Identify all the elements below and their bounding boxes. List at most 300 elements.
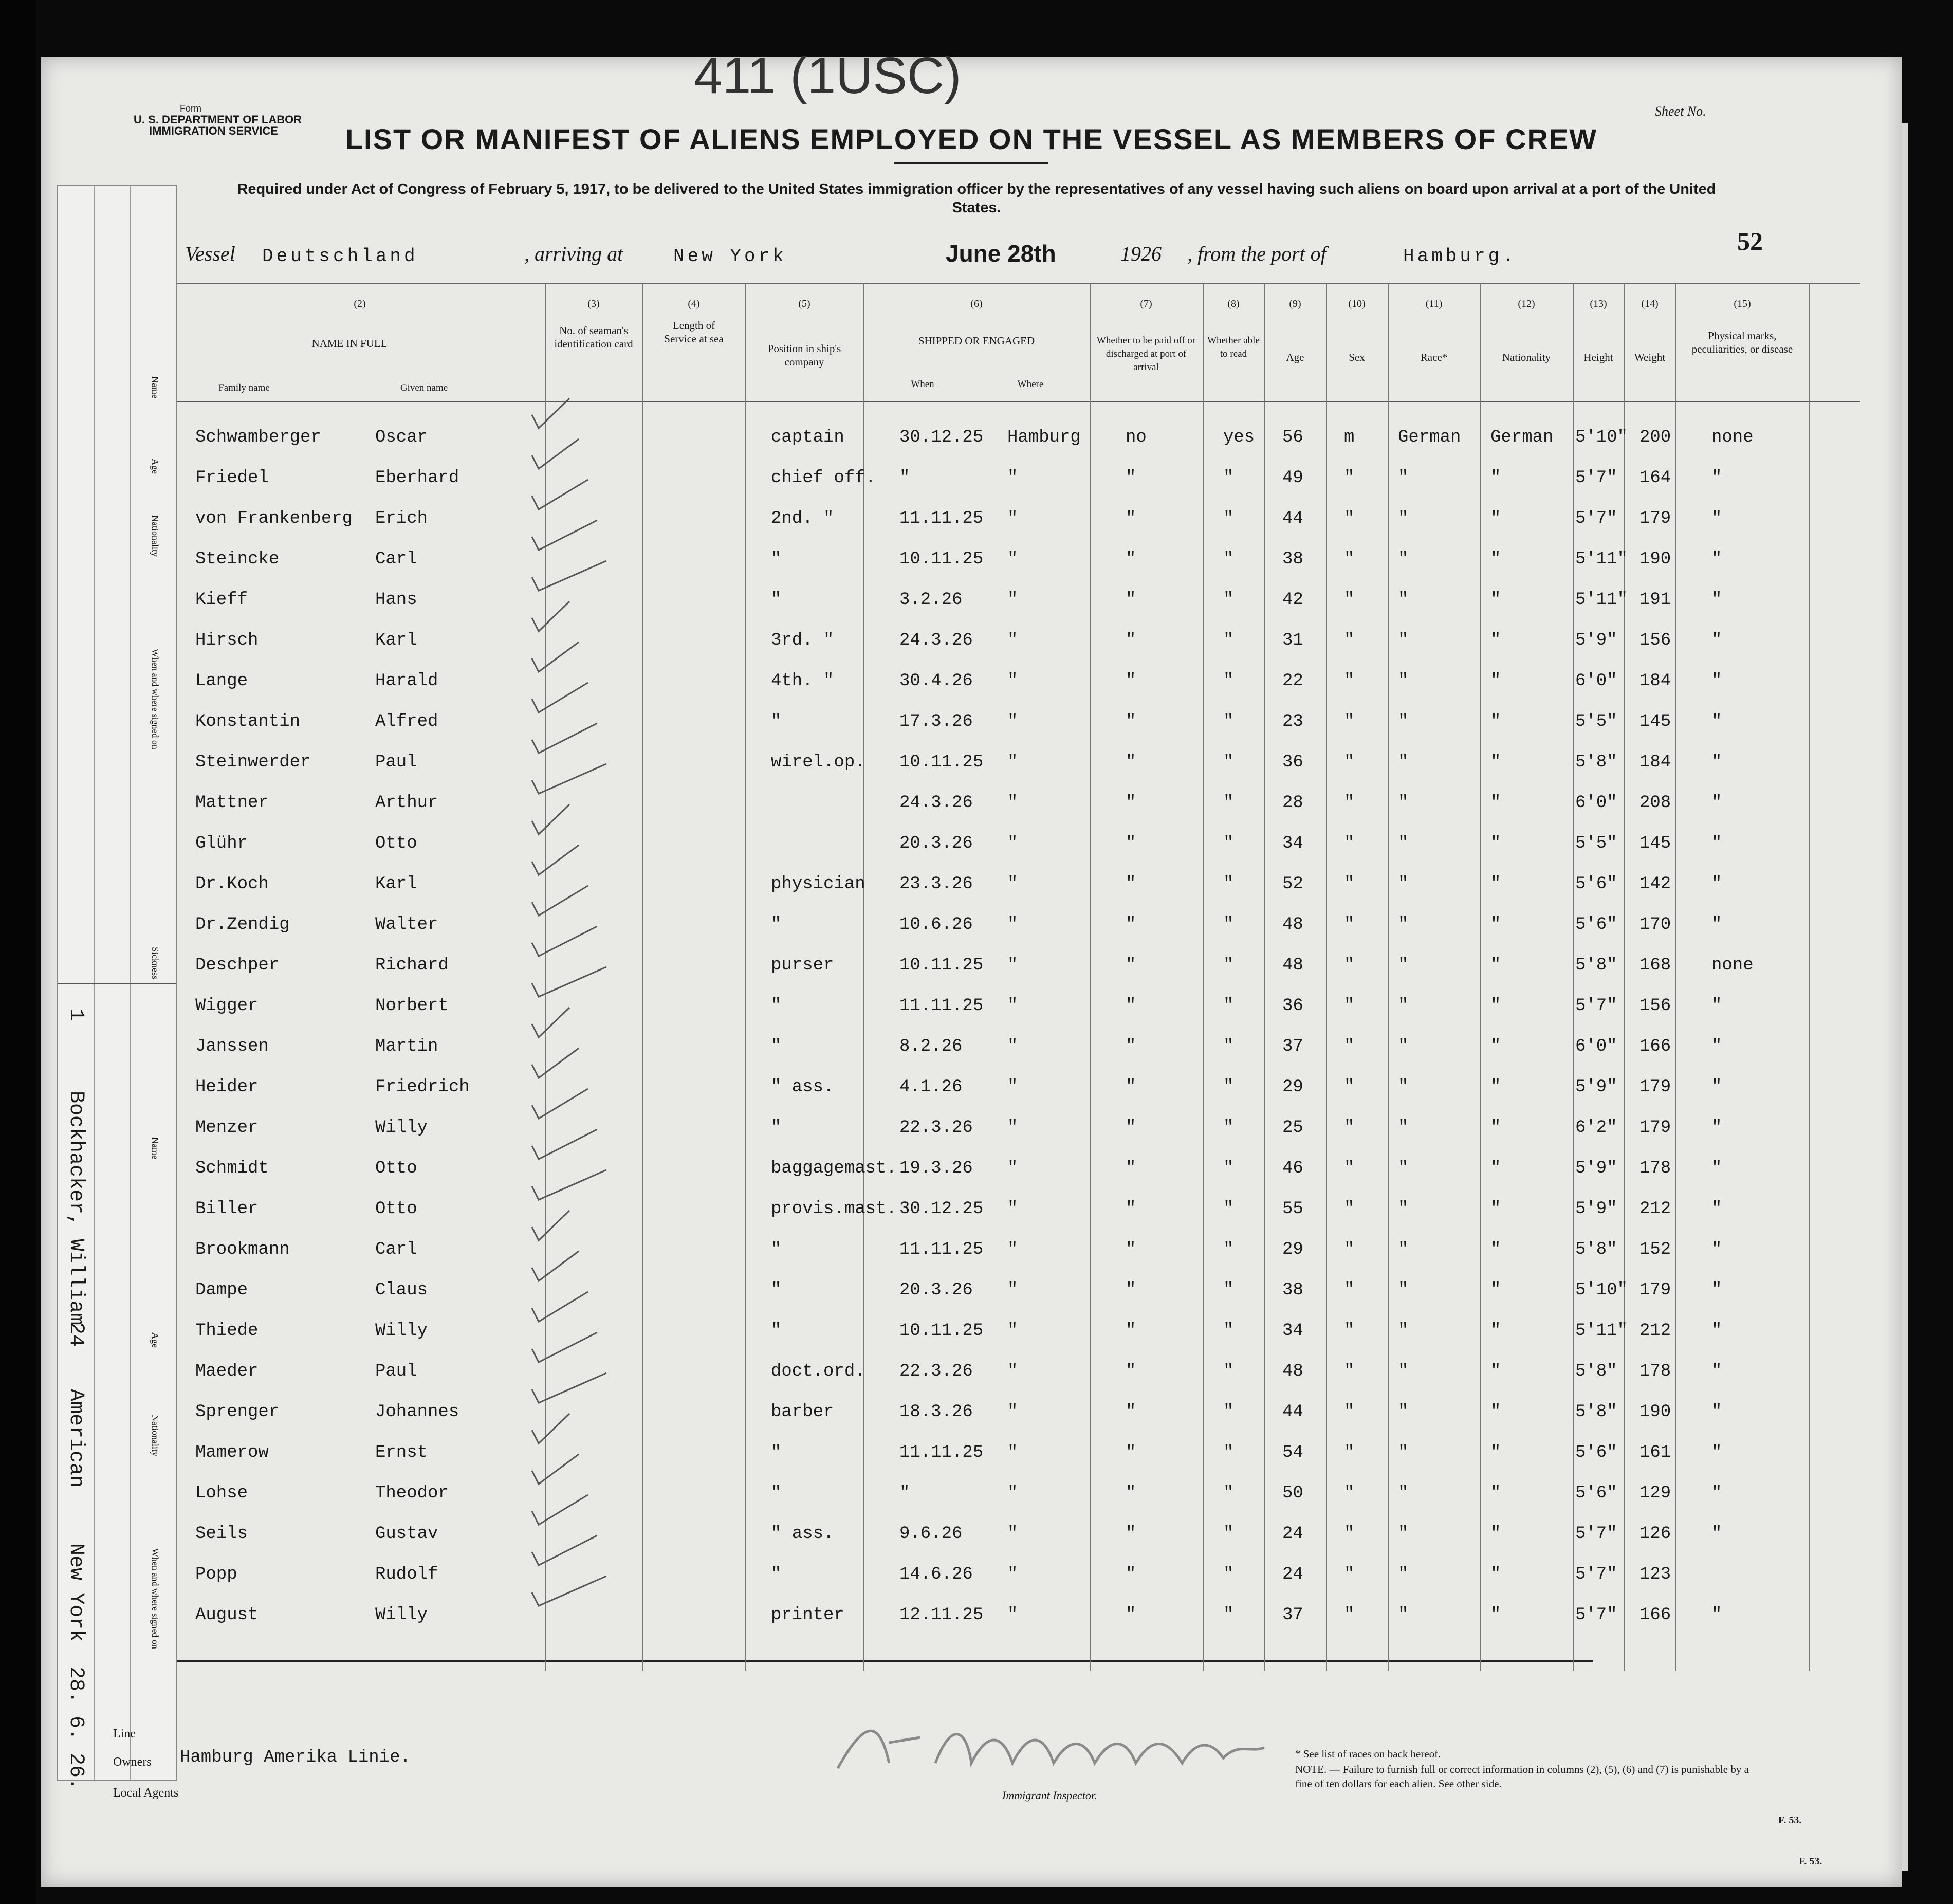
check-mark <box>532 1129 597 1159</box>
race-cell: " <box>1398 1077 1409 1097</box>
nationality-cell: " <box>1490 793 1501 813</box>
vessel-name: Deutschland <box>262 246 418 267</box>
nationality-cell: " <box>1490 631 1501 650</box>
shipped-when-cell: " <box>899 1484 910 1503</box>
from-label: , from the port of <box>1187 242 1326 265</box>
family-name-cell: Seils <box>195 1524 248 1544</box>
shipped-where-cell: " <box>1007 509 1018 528</box>
able-to-read-cell: " <box>1223 631 1234 650</box>
age-cell: 54 <box>1282 1443 1303 1462</box>
height-cell: 5'7" <box>1575 1524 1617 1544</box>
year: 1926 <box>1120 242 1162 265</box>
shipped-where-cell: " <box>1007 1484 1018 1503</box>
arriving-label: , arriving at <box>524 242 623 265</box>
table-row <box>41 626 1902 666</box>
table-row <box>41 950 1902 991</box>
shipped-when-cell: 20.3.26 <box>899 1280 973 1300</box>
check-mark <box>532 1414 569 1443</box>
weight-cell: 145 <box>1639 834 1671 853</box>
table-row <box>41 585 1902 626</box>
physical-marks-cell: " <box>1711 1402 1722 1422</box>
col-num-6: (6) <box>970 298 983 309</box>
position-cell: " <box>771 590 782 610</box>
given-name-cell: Friedrich <box>375 1077 470 1097</box>
given-name-cell: Carl <box>375 1240 417 1259</box>
shipped-where-cell: " <box>1007 1037 1018 1056</box>
height-cell: 5'11" <box>1575 1321 1628 1341</box>
height-cell: 5'5" <box>1575 834 1617 853</box>
col-num-13: (13) <box>1590 298 1607 309</box>
position-cell: " <box>771 1484 782 1503</box>
sex-cell: " <box>1344 1605 1355 1625</box>
family-name-cell: Steinwerder <box>195 753 311 772</box>
given-name-cell: Harald <box>375 671 438 691</box>
able-to-read-cell: " <box>1223 996 1234 1016</box>
position-cell: 3rd. " <box>771 631 834 650</box>
slip-label-signed-on: When and where signed on <box>150 649 160 749</box>
check-mark <box>532 886 588 916</box>
given-name-cell: Willy <box>375 1605 428 1625</box>
race-cell: " <box>1398 1443 1409 1462</box>
able-to-read-cell: " <box>1223 915 1234 935</box>
col-shipped-engaged: SHIPPED OR ENGAGED <box>918 335 1035 347</box>
slip-entry-date: 28. 6. 26. <box>64 1667 87 1790</box>
weight-cell: 179 <box>1639 1280 1671 1300</box>
given-name-cell: Walter <box>375 915 438 935</box>
shipped-when-cell: 9.6.26 <box>899 1524 963 1544</box>
race-cell: " <box>1398 509 1409 528</box>
physical-marks-cell: " <box>1711 1362 1722 1381</box>
weight-cell: 184 <box>1639 671 1671 691</box>
page-title: LIST OR MANIFEST OF ALIENS EMPLOYED ON THE VESSEL AS MEMBERS OF CREW <box>345 123 1598 155</box>
given-name-cell: Willy <box>375 1118 428 1138</box>
table-row <box>41 1600 1902 1641</box>
position-cell: 4th. " <box>771 671 834 691</box>
shipped-where-cell: " <box>1007 712 1018 731</box>
age-cell: 37 <box>1282 1037 1303 1056</box>
table-row <box>41 1316 1902 1357</box>
check-mark <box>532 804 569 834</box>
shipped-where-cell: " <box>1007 1362 1018 1381</box>
col-num-12: (12) <box>1518 298 1535 309</box>
able-to-read-cell: " <box>1223 1199 1234 1219</box>
line-label: Line <box>113 1727 136 1741</box>
nationality-cell: " <box>1490 1240 1501 1259</box>
table-row <box>41 1357 1902 1397</box>
paid-off-cell: " <box>1126 631 1136 650</box>
slip-label-age-2: Age <box>150 1332 160 1348</box>
paid-off-cell: " <box>1126 956 1136 975</box>
weight-cell: 184 <box>1639 753 1671 772</box>
table-bottom-rule <box>72 1660 1593 1662</box>
physical-marks-cell: " <box>1711 1484 1722 1503</box>
shipped-where-cell: " <box>1007 1605 1018 1625</box>
position-cell: captain <box>771 428 844 447</box>
col-height: Height <box>1583 351 1613 363</box>
sex-cell: " <box>1344 1321 1355 1341</box>
weight-cell: 190 <box>1639 1402 1671 1422</box>
position-cell: " <box>771 1565 782 1584</box>
sex-cell: m <box>1344 428 1355 447</box>
age-cell: 38 <box>1282 1280 1303 1300</box>
age-cell: 44 <box>1282 1402 1303 1422</box>
shipped-where-cell: " <box>1007 996 1018 1016</box>
weight-cell: 200 <box>1639 428 1671 447</box>
arrival-date: June 28th <box>946 240 1056 267</box>
race-cell: " <box>1398 712 1409 731</box>
sex-cell: " <box>1344 1402 1355 1422</box>
race-cell: " <box>1398 550 1409 569</box>
position-cell: " <box>771 1240 782 1259</box>
check-mark <box>532 1048 579 1078</box>
race-cell: " <box>1398 834 1409 853</box>
weight-cell: 212 <box>1639 1199 1671 1219</box>
check-mark <box>532 1535 597 1565</box>
family-name-cell: Thiede <box>195 1321 259 1341</box>
shipped-when-cell: 11.11.25 <box>899 1443 984 1462</box>
col-num-11: (11) <box>1425 298 1443 309</box>
shipped-when-cell: 30.4.26 <box>899 671 973 691</box>
family-name-cell: Brookmann <box>195 1240 290 1259</box>
height-cell: 5'10" <box>1575 428 1628 447</box>
paid-off-cell: " <box>1126 550 1136 569</box>
family-name-cell: Janssen <box>195 1037 269 1056</box>
given-name-cell: Theodor <box>375 1484 449 1503</box>
family-name-cell: Konstantin <box>195 712 301 731</box>
height-cell: 5'9" <box>1575 1199 1617 1219</box>
owners-value: Hamburg Amerika Linie. <box>180 1748 411 1767</box>
shipped-where-cell: " <box>1007 1240 1018 1259</box>
height-cell: 5'10" <box>1575 1280 1628 1300</box>
table-top-rule <box>144 283 1860 284</box>
col-nationality: Nationality <box>1502 351 1551 363</box>
form-code: F. 53. <box>1778 1815 1802 1826</box>
race-cell: " <box>1398 1280 1409 1300</box>
nationality-cell: " <box>1490 1037 1501 1056</box>
physical-marks-cell: " <box>1711 996 1722 1016</box>
family-name-cell: Dampe <box>195 1280 248 1300</box>
given-name-cell: Karl <box>375 631 417 650</box>
age-cell: 52 <box>1282 874 1303 894</box>
shipped-when-cell: 10.11.25 <box>899 753 984 772</box>
nationality-cell: " <box>1490 1280 1501 1300</box>
sex-cell: " <box>1344 1484 1355 1503</box>
able-to-read-cell: " <box>1223 1524 1234 1544</box>
position-cell: " <box>771 915 782 935</box>
col-num-15: (15) <box>1734 298 1751 309</box>
paid-off-cell: " <box>1126 509 1136 528</box>
check-mark <box>532 642 579 672</box>
family-name-cell: Mattner <box>195 793 269 813</box>
weight-cell: 190 <box>1639 550 1671 569</box>
sex-cell: " <box>1344 550 1355 569</box>
col-num-10: (10) <box>1348 298 1366 309</box>
nationality-cell: " <box>1490 1159 1501 1178</box>
arrival-port: New York <box>673 246 787 267</box>
race-cell: " <box>1398 1565 1409 1584</box>
able-to-read-cell: " <box>1223 793 1234 813</box>
height-cell: 5'7" <box>1575 1565 1617 1584</box>
weight-cell: 152 <box>1639 1240 1671 1259</box>
given-name-cell: Claus <box>375 1280 428 1300</box>
shipped-when-cell: 8.2.26 <box>899 1037 963 1056</box>
race-cell: " <box>1398 996 1409 1016</box>
height-cell: 5'8" <box>1575 1362 1617 1381</box>
able-to-read-cell: " <box>1223 671 1234 691</box>
sex-cell: " <box>1344 1077 1355 1097</box>
family-name-cell: Hirsch <box>195 631 259 650</box>
check-mark <box>532 480 588 509</box>
age-cell: 24 <box>1282 1524 1303 1544</box>
scan-border <box>0 0 36 1904</box>
shipped-where-cell: " <box>1007 550 1018 569</box>
weight-cell: 191 <box>1639 590 1671 610</box>
sex-cell: " <box>1344 509 1355 528</box>
age-cell: 22 <box>1282 671 1303 691</box>
col-num-9: (9) <box>1289 298 1301 309</box>
title-underline <box>894 162 1048 164</box>
age-cell: 36 <box>1282 996 1303 1016</box>
position-cell: " ass. <box>771 1077 834 1097</box>
sex-cell: " <box>1344 1362 1355 1381</box>
position-cell: " <box>771 1118 782 1138</box>
weight-cell: 179 <box>1639 1118 1671 1138</box>
sheet-number: 52 <box>1737 227 1763 255</box>
position-cell: " <box>771 996 782 1016</box>
weight-cell: 161 <box>1639 1443 1671 1462</box>
col-physical-marks: Physical marks, peculiarities, or disease <box>1691 329 1793 355</box>
race-note: * See list of races on back hereof. <box>1295 1748 1441 1760</box>
table-row <box>41 1397 1902 1438</box>
shipped-where-cell: " <box>1007 753 1018 772</box>
shipped-where-cell: " <box>1007 1199 1018 1219</box>
paid-off-cell: " <box>1126 1077 1136 1097</box>
nationality-cell: " <box>1490 1524 1501 1544</box>
shipped-when-cell: 11.11.25 <box>899 1240 984 1259</box>
physical-marks-cell: " <box>1711 1159 1722 1178</box>
height-cell: 6'0" <box>1575 793 1617 813</box>
check-mark <box>532 967 606 997</box>
table-row <box>41 1072 1902 1113</box>
page-subtitle: Required under Act of Congress of February 5, 1917, to be delivered to the United States immigration officer by the representatives of any vessel having such aliens on board upon arrival at a port of the United States. <box>237 181 1716 216</box>
given-name-cell: Rudolf <box>375 1565 438 1584</box>
age-cell: 25 <box>1282 1118 1303 1138</box>
shipped-where-cell: " <box>1007 915 1018 935</box>
family-name-cell: Friedel <box>195 468 269 488</box>
weight-cell: 156 <box>1639 631 1671 650</box>
table-row <box>41 829 1902 869</box>
height-cell: 5'6" <box>1575 915 1617 935</box>
nationality-cell: " <box>1490 590 1501 610</box>
sex-cell: " <box>1344 915 1355 935</box>
able-to-read-cell: " <box>1223 1077 1234 1097</box>
col-num-name: (2) <box>354 298 366 309</box>
header-bottom-rule <box>144 401 1860 402</box>
shipped-when-cell: 10.11.25 <box>899 550 984 569</box>
nationality-cell: " <box>1490 1199 1501 1219</box>
check-mark <box>532 683 588 712</box>
check-mark <box>532 1373 606 1403</box>
race-cell: " <box>1398 1484 1409 1503</box>
penalty-note: NOTE. — Failure to furnish full or correct information in columns (2), (5), (6) and (7) is punishable by a fine of ten dollars for each alien. See other side. <box>1295 1763 1749 1790</box>
slip-entry-nationality: American <box>64 1389 87 1488</box>
sex-cell: " <box>1344 1565 1355 1584</box>
sex-cell: " <box>1344 1443 1355 1462</box>
weight-cell: 129 <box>1639 1484 1671 1503</box>
age-cell: 29 <box>1282 1077 1303 1097</box>
weight-cell: 178 <box>1639 1159 1671 1178</box>
col-num-5: (5) <box>798 298 810 309</box>
position-cell: " <box>771 1280 782 1300</box>
sheet-no-label: Sheet No. <box>1655 104 1706 119</box>
col-length-service: Length of Service at sea <box>664 319 724 345</box>
slip-entry-name: Bockhacker, William <box>64 1091 87 1326</box>
given-name-cell: Erich <box>375 509 428 528</box>
height-cell: 6'2" <box>1575 1118 1617 1138</box>
paid-off-cell: " <box>1126 1321 1136 1341</box>
shipped-where-cell: Hamburg <box>1007 428 1081 447</box>
given-name-cell: Carl <box>375 550 417 569</box>
paid-off-cell: " <box>1126 1402 1136 1422</box>
shipped-where-cell: " <box>1007 1118 1018 1138</box>
shipped-where-cell: " <box>1007 671 1018 691</box>
physical-marks-cell: " <box>1711 1118 1722 1138</box>
position-cell: baggagemast. <box>771 1159 897 1178</box>
age-cell: 28 <box>1282 793 1303 813</box>
physical-marks-cell: " <box>1711 1199 1722 1219</box>
weight-cell: 123 <box>1639 1565 1671 1584</box>
weight-cell: 164 <box>1639 468 1671 488</box>
check-mark <box>532 439 579 469</box>
slip-label-name: Name <box>150 376 160 398</box>
check-mark <box>532 561 606 591</box>
position-cell: " <box>771 1321 782 1341</box>
position-cell: " <box>771 1037 782 1056</box>
col-position: Position in ship's company <box>767 342 841 368</box>
col-given-name: Given name <box>400 382 448 393</box>
paid-off-cell: " <box>1126 1240 1136 1259</box>
position-cell: wirel.op. <box>771 753 865 772</box>
col-num-14: (14) <box>1641 298 1659 309</box>
check-mark <box>532 1089 588 1119</box>
table-row <box>41 788 1902 829</box>
weight-cell: 126 <box>1639 1524 1671 1544</box>
physical-marks-cell: " <box>1711 631 1722 650</box>
sex-cell: " <box>1344 468 1355 488</box>
physical-marks-cell: none <box>1711 428 1754 447</box>
col-weight: Weight <box>1634 351 1666 363</box>
age-cell: 56 <box>1282 428 1303 447</box>
given-name-cell: Otto <box>375 1159 417 1178</box>
able-to-read-cell: " <box>1223 874 1234 894</box>
physical-marks-cell: none <box>1711 956 1754 975</box>
position-cell: " <box>771 550 782 569</box>
table-row <box>41 1438 1902 1478</box>
physical-marks-cell: " <box>1711 915 1722 935</box>
weight-cell: 179 <box>1639 509 1671 528</box>
age-cell: 38 <box>1282 550 1303 569</box>
age-cell: 24 <box>1282 1565 1303 1584</box>
position-cell: doct.ord. <box>771 1362 865 1381</box>
position-cell: " <box>771 1443 782 1462</box>
nationality-cell: " <box>1490 956 1501 975</box>
shipped-when-cell: 20.3.26 <box>899 834 973 853</box>
physical-marks-cell: " <box>1711 834 1722 853</box>
manifest-page <box>41 47 1902 1887</box>
shipped-where-cell: " <box>1007 874 1018 894</box>
given-name-cell: Richard <box>375 956 449 975</box>
physical-marks-cell: " <box>1711 550 1722 569</box>
height-cell: 5'7" <box>1575 468 1617 488</box>
family-name-cell: Lange <box>195 671 248 691</box>
age-cell: 48 <box>1282 956 1303 975</box>
sex-cell: " <box>1344 1524 1355 1544</box>
col-num-8: (8) <box>1227 298 1240 309</box>
check-mark <box>532 1332 597 1362</box>
race-cell: " <box>1398 1321 1409 1341</box>
height-cell: 5'6" <box>1575 1443 1617 1462</box>
weight-cell: 168 <box>1639 956 1671 975</box>
position-cell: provis.mast. <box>771 1199 897 1219</box>
given-name-cell: Ernst <box>375 1443 428 1462</box>
able-to-read-cell: " <box>1223 1605 1234 1625</box>
check-mark <box>532 1211 569 1240</box>
col-sex: Sex <box>1349 351 1365 363</box>
given-name-cell: Martin <box>375 1037 438 1056</box>
shipped-when-cell: 17.3.26 <box>899 712 973 731</box>
table-row <box>41 1194 1902 1235</box>
family-name-cell: Glühr <box>195 834 248 853</box>
paid-off-cell: " <box>1126 1037 1136 1056</box>
weight-cell: 170 <box>1639 915 1671 935</box>
paid-off-cell: " <box>1126 1159 1136 1178</box>
nationality-cell: " <box>1490 1118 1501 1138</box>
able-to-read-cell: " <box>1223 753 1234 772</box>
paid-off-cell: " <box>1126 996 1136 1016</box>
race-cell: " <box>1398 590 1409 610</box>
family-name-cell: Kieff <box>195 590 248 610</box>
physical-marks-cell: " <box>1711 468 1722 488</box>
position-cell: " <box>771 712 782 731</box>
height-cell: 5'8" <box>1575 1240 1617 1259</box>
col-name-in-full: NAME IN FULL <box>311 337 388 350</box>
race-cell: " <box>1398 1362 1409 1381</box>
race-cell: " <box>1398 956 1409 975</box>
col-seaman-card: No. of seaman's identification card <box>554 324 633 350</box>
weight-cell: 212 <box>1639 1321 1671 1341</box>
shipped-when-cell: 24.3.26 <box>899 631 973 650</box>
nationality-cell: " <box>1490 1362 1501 1381</box>
check-mark <box>532 1251 579 1281</box>
check-mark <box>532 1454 579 1484</box>
height-cell: 5'9" <box>1575 1159 1617 1178</box>
family-name-cell: Menzer <box>195 1118 259 1138</box>
col-where: Where <box>1017 379 1044 390</box>
height-cell: 5'5" <box>1575 712 1617 731</box>
slip-entry-num: 1 <box>64 1009 87 1021</box>
nationality-cell: " <box>1490 834 1501 853</box>
shipped-where-cell: " <box>1007 1077 1018 1097</box>
nationality-cell: " <box>1490 1077 1501 1097</box>
race-cell: " <box>1398 1037 1409 1056</box>
able-to-read-cell: yes <box>1223 428 1255 447</box>
table-row <box>41 1478 1902 1519</box>
shipped-where-cell: " <box>1007 631 1018 650</box>
able-to-read-cell: " <box>1223 1362 1234 1381</box>
shipped-when-cell: " <box>899 468 910 488</box>
paid-off-cell: " <box>1126 1443 1136 1462</box>
able-to-read-cell: " <box>1223 1037 1234 1056</box>
